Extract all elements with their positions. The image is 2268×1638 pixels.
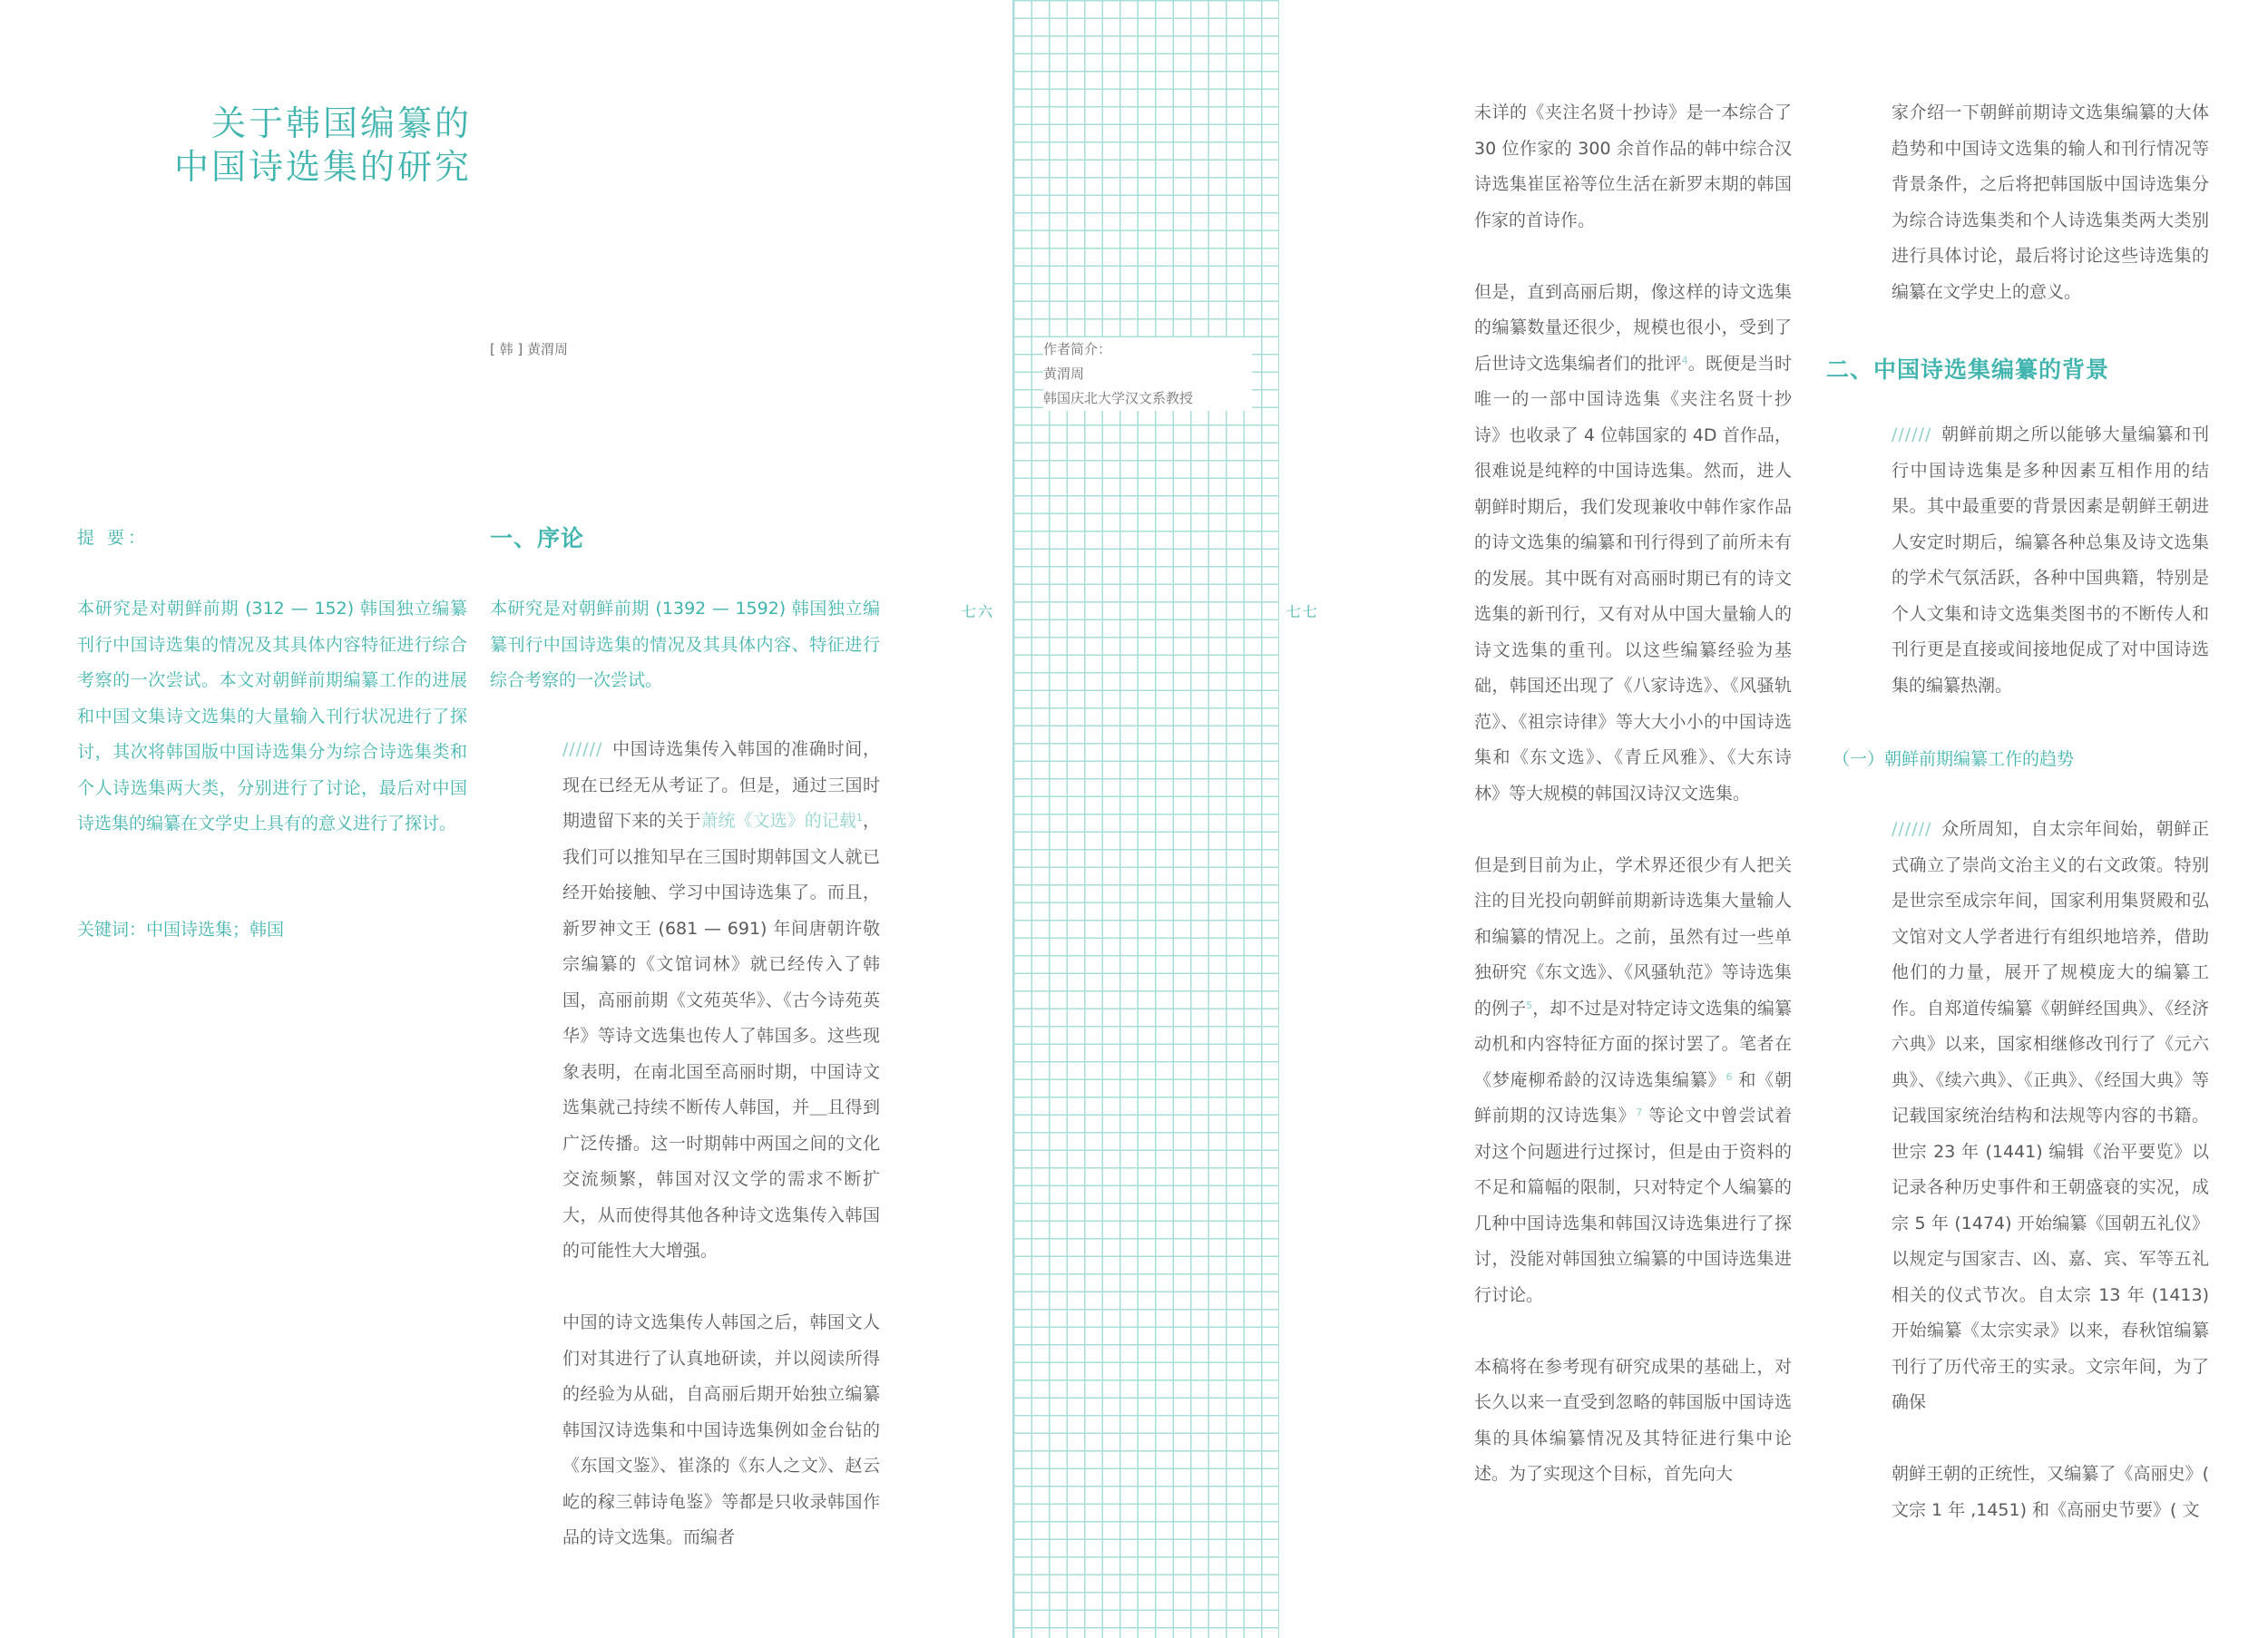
col4-body-lower — [1892, 812, 2209, 1528]
body-column-3 — [1474, 95, 1792, 1493]
col3-paragraph-1: 未详的《夹注名贤十抄诗》是一本综合了 30 位作家的 300 余首作品的韩中综合汉诗选集崔匡裕等位生活在新罗末期的韩国作家的首诗作。 — [1474, 102, 1792, 230]
author-note-affiliation: 韩国庆北大学汉文系教授 — [1043, 390, 1194, 406]
article-title — [136, 102, 472, 189]
section-heading-background: 二、中国诗选集编纂的背景 — [1826, 356, 2110, 383]
page-number-left: 七六 — [962, 603, 995, 620]
footnote-ref-4[interactable]: 4 — [1681, 354, 1688, 366]
col3-paragraph-3: 但是到目前为止，学术界还很少有人把关注的目光投向朝鲜前期新诗选集大量输人和编纂的情况上。之前，虽然有过一些单独研究《东文选》、《风骚轨范》等诗选集的例子$^5$，却不过是对特定诗文选集的编纂动机和内容特征方面的探讨罢了。笔者在《梦庵柳希龄的汉诗选集编纂》$^6$ 和《朝鲜前期的汉诗选集》$^7$ 等论文中曾尝试着对这个问题进行过探讨，但是由于资料的不足和篇幅的限制，只对特定个人编纂的几种中国诗选集和韩国汉诗选集进行了探讨，没能对韩国独立编纂的中国诗选集进行讨论。 — [1474, 854, 1792, 1305]
footnote-ref-1[interactable]: 1 — [855, 812, 863, 824]
title-line-1: 关于韩国编纂的 — [210, 103, 472, 143]
col4-paragraph-3: ////// 众所周知，自太宗年间始，朝鲜正式确立了崇尚文治主义的右文政策。特别是世宗至成宗年间，国家利用集贤殿和弘文馆对文人学者进行有组织地培养，借助他们的力量，展开了规模庞大的编纂工作。自郑道传编纂《朝鲜经国典》、《经济六典》以来，国家相继修改刊行了《元六典》、《续六典》、《正典》、《经国大典》等记载国家统治结构和法规等内容的书籍。世宗 23 年 (1441) 编辑《治平要览》以记录各种历史事件和王朝盛衰的实况，成宗 5 年 (1474) 开始编纂《国朝五礼仪》以规定与国家吉、凶、嘉、宾、军等五礼相关的仪式节次。自太宗 13 年 (1413) 开始编纂《太宗实录》以来，春秋馆编纂刊行了历代帝王的实录。文宗年间，为了确保 — [1892, 819, 2209, 1412]
abstract-label: 提 要： — [77, 528, 150, 548]
col3-paragraph-2: 但是，直到高丽后期，像这样的诗文选集的编纂数量还很少，规模也很小，受到了后世诗文选集编者们的批评$^4$。既便是当时唯一的一部中国诗选集《夹注名贤十抄诗》也收录了 4 位韩国家的 4D 首作品，很难说是纯粹的中国诗选集。然而，进人朝鲜时期后，我们发现兼收中韩作家作品的诗文选集的编纂和刊行得到了前所未有的发展。其中既有对高丽时期已有的诗文选集的新刊行，又有对从中国大量输人的诗文选集的重刊。以这些编纂经验为基础，韩国还出现了《八家诗选》、《风骚轨范》、《祖宗诗律》等大大小小的中国诗选集和《东文选》、《青丘风雅》、《大东诗林》等大规模的韩国汉诗汉文选集。 — [1474, 281, 1792, 804]
paragraph-marker: ////// — [1892, 819, 1932, 839]
intro-lead: 本研究是对朝鲜前期 (1392 — 1592) 韩国独立编纂刊行中国诗选集的情况及其具体内容、特征进行综合考察的一次尝试。 — [490, 599, 880, 690]
footnote-ref-7[interactable]: 7 — [1636, 1107, 1643, 1118]
col4-paragraph-2: ////// 朝鲜前期之所以能够大量编纂和刊行中国诗选集是多种因素互相作用的结果。其中最重要的背景因素是朝鲜王朝进人安定时期后，编纂各种总集及诗文选集的学术气氛活跃，各种中国典籍，特别是个人文集和诗文选集类图书的不断传人和刊行更是直接或间接地促成了对中国诗选集的编纂热潮。 — [1892, 424, 2209, 696]
intro-paragraph-2: 中国的诗文选集传人韩国之后，韩国文人们对其进行了认真地研读，并以阅读所得的经验为从础，自高丽后期开始独立编纂韩国汉诗选集和中国诗选集例如金台钻的《东国文鉴》、崔涤的《东人之文》、赵云屹的稼三韩诗龟鉴》等都是只收录韩国作品的诗文选集。而编者 — [562, 1312, 880, 1547]
footnote-ref-5[interactable]: 5 — [1526, 999, 1533, 1011]
intro-paragraph-1: ////// 中国诗选集传入韩国的准确时间，现在已经无从考证了。但是，通过三国时期遗留下来的关于萧统《文选》的记载$^1$，我们可以推知早在三国时期韩国文人就已经开始接触、学习中国诗选集了。而且，新罗神文王 (681 — 691) 年间唐朝许敬宗编纂的《文馆词林》就已经传入了韩国，高丽前期《文苑英华》、《古今诗苑英华》等诗文选集也传人了韩国多。这些现象表明，在南北国至高丽时期，中国诗文选集就己持续不断传人韩国，并＿且得到广泛传播。这一时期韩中两国之间的文化交流频繁，韩国对汉文学的需求不断扩大，从而使得其他各种诗文选集传入韩国的可能性大大增强。 — [562, 739, 880, 1261]
subsection-heading-trend: （一）朝鲜前期编纂工作的趋势 — [1833, 749, 2075, 769]
section-heading-intro: 一、序论 — [490, 525, 585, 551]
col4-paragraph-4: 朝鲜王朝的正统性，又编纂了《高丽史》( 文宗 1 年 ,1451) 和《高丽史节要》( 文 — [1892, 1464, 2209, 1520]
author-note-label: 作者简介： — [1043, 341, 1112, 357]
page-number-right: 七七 — [1286, 603, 1320, 620]
paragraph-marker: ////// — [1892, 424, 1932, 444]
author-note-name: 黄渭周 — [1043, 366, 1085, 382]
intro-body — [562, 732, 880, 1556]
col4-paragraph-1: 家介绍一下朝鲜前期诗文选集编纂的大体趋势和中国诗文选集的输人和刊行情况等背景条件，之后将把韩国版中国诗选集分为综合诗选集类和个人诗选集类两大类别进行具体讨论，最后将讨论这些诗选集的编纂在文学史上的意义。 — [1892, 102, 2209, 302]
wenxuan-reference-link[interactable]: 萧统《文选》的记载 — [700, 811, 856, 831]
paragraph-marker: ////// — [562, 739, 603, 759]
author-byline: [ 韩 ] 黄渭周 — [490, 341, 569, 357]
footnote-ref-6[interactable]: 6 — [1725, 1070, 1733, 1083]
abstract-text: 本研究是对朝鲜前期 (312 — 152) 韩国独立编纂刊行中国诗选集的情况及其具体内容特征进行综合考察的一次尝试。本文对朝鲜前期编纂工作的进展和中国文集诗文选集的大量输入刊行状况进行了探讨，其次将韩国版中国诗选集分为综合诗选集类和个人诗选集两大类，分别进行了讨论，最后对中国诗选集的编纂在文学史上具有的意义进行了探讨。 — [77, 599, 467, 834]
keywords: 关键词：中国诗选集；韩国 — [77, 920, 285, 940]
col3-paragraph-4: 本稿将在参考现有研究成果的基础上，对长久以来一直受到忽略的韩国版中国诗选集的具体编纂情况及其特征进行集中论述。为了实现这个目标，首先向大 — [1474, 1356, 1792, 1484]
author-note — [1043, 337, 1252, 411]
title-line-2: 中国诗选集的研究 — [173, 147, 472, 187]
gutter-grid-paper — [1012, 0, 1279, 1638]
